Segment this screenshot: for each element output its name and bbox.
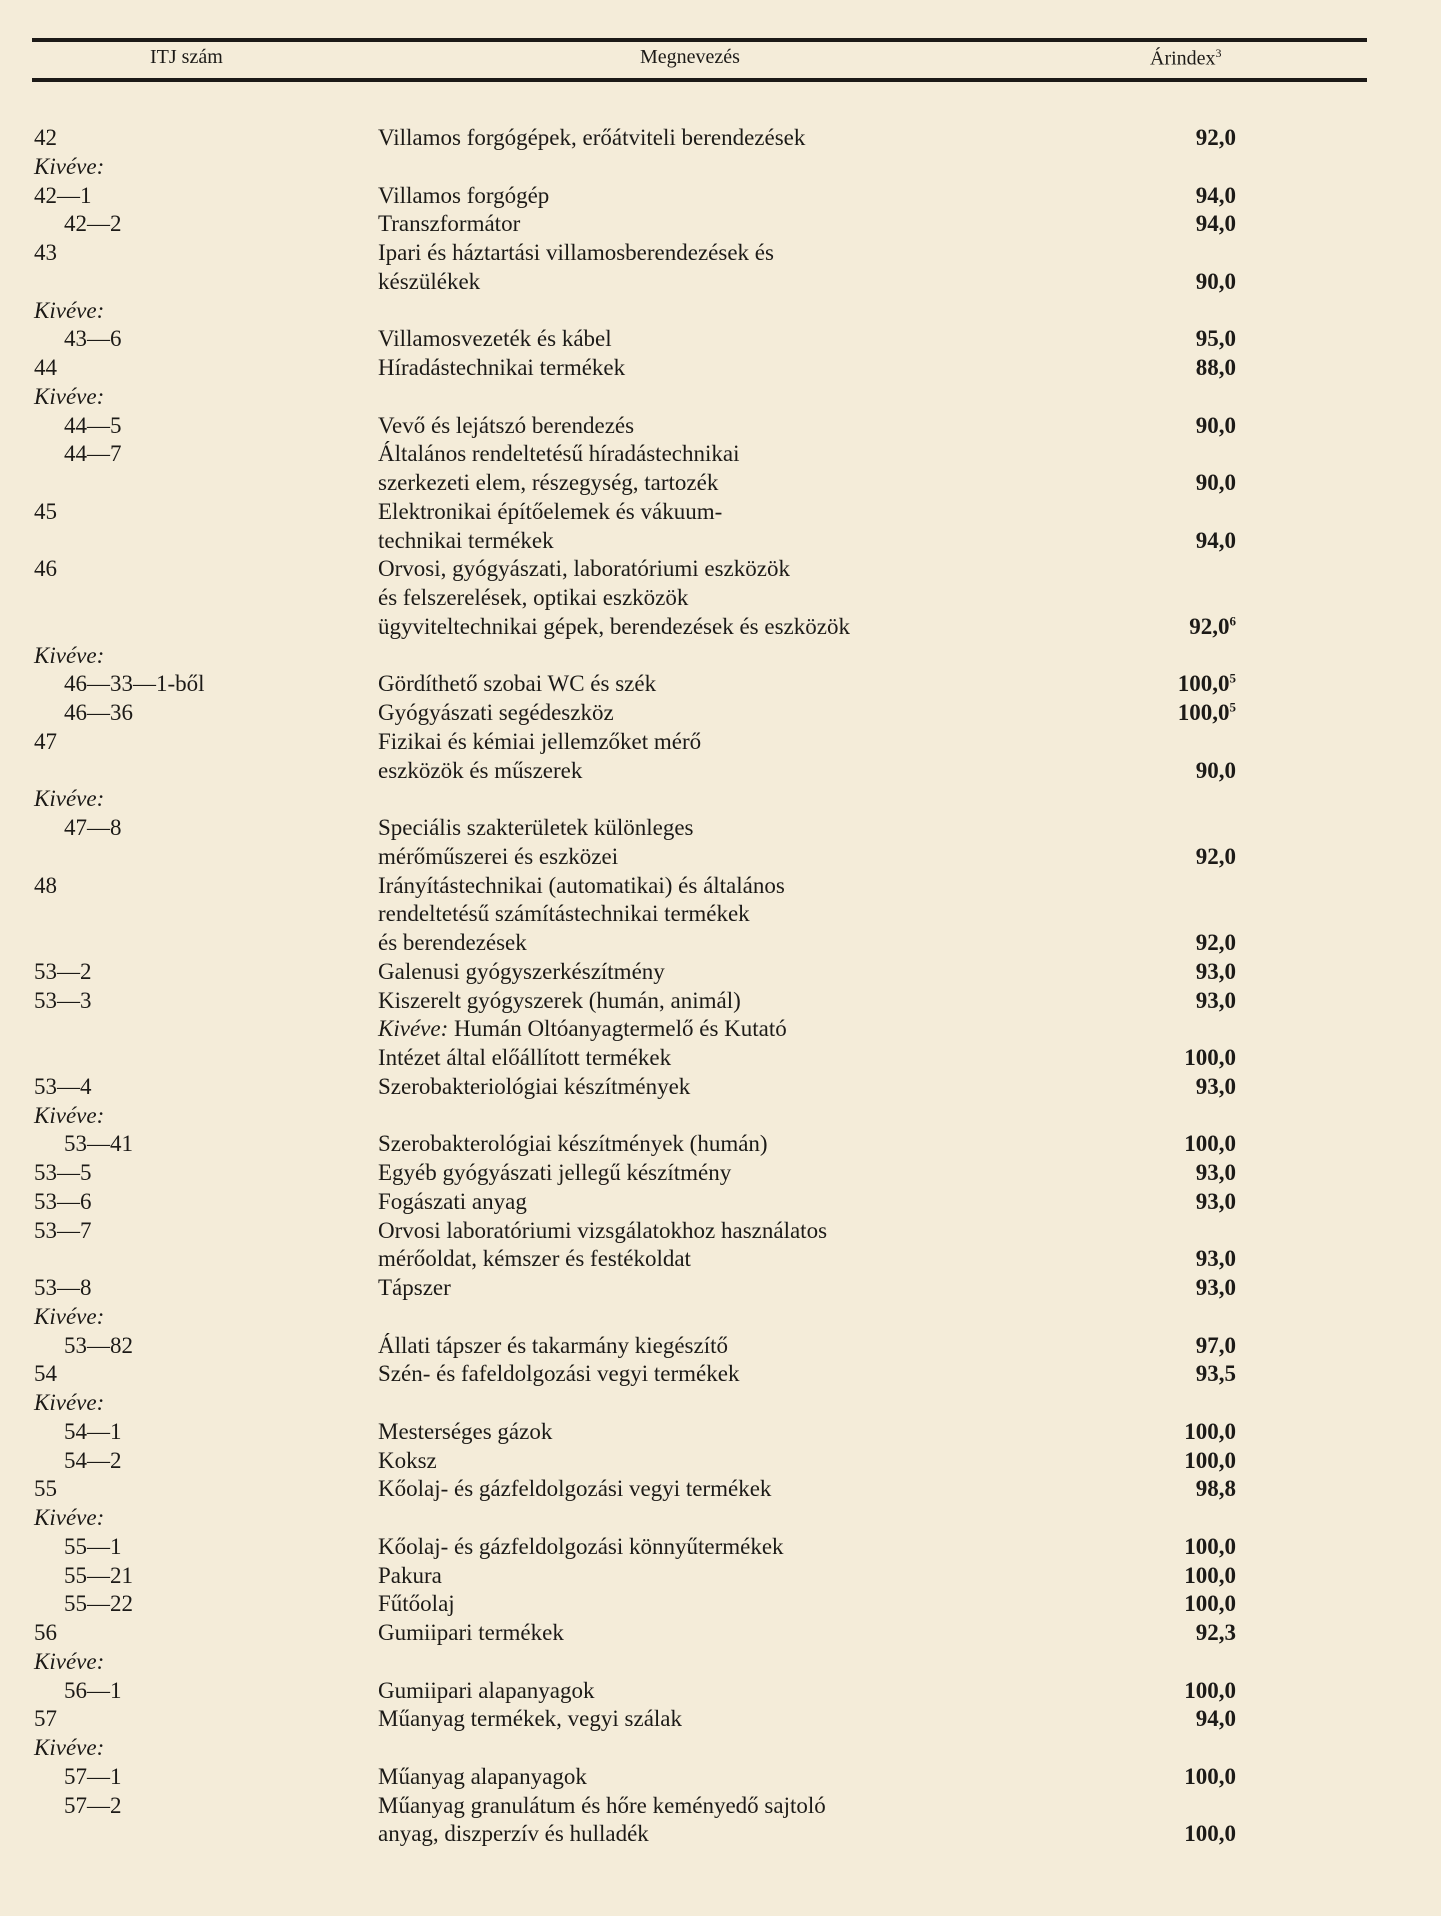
price-index-value [1196, 1475, 1236, 1504]
price-index-value [1184, 1590, 1236, 1619]
item-name-text: Szerobakteriológiai készítmények [378, 1073, 691, 1099]
item-name-text: Kőolaj- és gázfeldolgozási vegyi termékek [378, 1476, 772, 1502]
table-row [0, 1447, 1441, 1476]
item-name [378, 354, 625, 383]
table-row [0, 1360, 1441, 1389]
item-name [378, 584, 688, 613]
price-index-value [1196, 929, 1236, 958]
price-index-number: 100,0 [1184, 1821, 1236, 1847]
itj-code: 43—6 [64, 326, 122, 352]
except-label: Kivéve: [34, 297, 105, 323]
itj-code: 57 [34, 1706, 57, 1732]
itj-code: 53—2 [34, 958, 92, 984]
price-index-number: 100,0 [1177, 700, 1230, 725]
item-name [378, 412, 634, 441]
itj-code: 43 [34, 240, 57, 265]
footnote-marker: 5 [1229, 699, 1236, 715]
price-index-number: 90,0 [1195, 470, 1236, 495]
itj-code: 46—36 [64, 700, 133, 725]
item-name-text: Orvosi laboratóriumi vizsgálatokhoz használatos [378, 1217, 828, 1243]
table-row [0, 1475, 1441, 1504]
price-index-value [1184, 1447, 1236, 1476]
table-row [0, 527, 1441, 556]
price-index-number: 97,0 [1195, 1332, 1236, 1358]
table-row [0, 1188, 1441, 1217]
itj-code: 44—5 [64, 412, 122, 438]
except-label: Kivéve: [34, 383, 105, 409]
table-row [0, 1619, 1441, 1648]
item-name [378, 1590, 455, 1619]
itj-code: 55 [34, 1476, 57, 1502]
price-index-value [1178, 699, 1236, 728]
price-index-value [1189, 613, 1236, 642]
item-name [378, 1332, 728, 1361]
footnote-marker: 5 [1229, 670, 1236, 686]
table-row [0, 1705, 1441, 1734]
table-row [0, 843, 1441, 872]
itj-code: 55—21 [64, 1562, 133, 1588]
price-index-value [1196, 1245, 1236, 1274]
itj-code: 53—6 [34, 1188, 92, 1214]
price-index-number: 92,0 [1195, 930, 1236, 955]
table-row [0, 1159, 1441, 1188]
table-row [0, 124, 1441, 153]
item-name [378, 1274, 451, 1303]
table-row [0, 268, 1441, 297]
table-row [0, 354, 1441, 383]
item-name-text: Fűtőolaj [378, 1591, 455, 1617]
item-name-text: Villamos forgógép [378, 182, 550, 208]
item-name-text: anyag, diszperzív és hulladék [378, 1821, 649, 1847]
item-name [378, 1792, 826, 1821]
itj-code: 57—2 [64, 1792, 122, 1818]
table-row [0, 1590, 1441, 1619]
table-row [0, 728, 1441, 757]
item-name [378, 1130, 768, 1159]
item-name [378, 325, 612, 354]
itj-code: 46—33—1-ből [64, 671, 205, 697]
item-name [378, 1044, 671, 1073]
itj-code: 53—5 [34, 1160, 92, 1185]
table-row [0, 1734, 1441, 1763]
itj-code: 53—4 [34, 1073, 92, 1099]
price-index-number: 100,0 [1184, 1562, 1236, 1588]
itj-code: 54—2 [64, 1447, 122, 1473]
item-name [378, 1447, 437, 1476]
item-name [378, 670, 656, 699]
except-label: Kivéve: [34, 1648, 105, 1674]
table-row [0, 1562, 1441, 1591]
price-index-number: 94,0 [1195, 527, 1236, 553]
price-index-value [1184, 1763, 1236, 1792]
table-row [0, 757, 1441, 786]
price-index-number: 100,0 [1177, 671, 1230, 697]
item-name-text: Tápszer [378, 1275, 451, 1300]
table-row [0, 153, 1441, 182]
item-name [378, 1360, 739, 1389]
table-row [0, 670, 1441, 699]
item-name-text: Irányítástechnikai (automatikai) és általános [378, 872, 785, 898]
item-name [378, 843, 618, 872]
item-name [378, 872, 785, 901]
price-index-number: 95,0 [1195, 326, 1236, 352]
price-index-value [1196, 987, 1236, 1016]
item-name [378, 900, 750, 929]
item-name-text: Villamosvezeték és kábel [378, 326, 612, 352]
table-row [0, 1303, 1441, 1332]
table-row [0, 1245, 1441, 1274]
table-row [0, 987, 1441, 1016]
price-index-number: 92,0 [1189, 613, 1230, 639]
price-index-number: 100,0 [1184, 1131, 1236, 1157]
except-label: Kivéve: [34, 1303, 105, 1329]
item-name [378, 1245, 691, 1274]
table-row [0, 1044, 1441, 1073]
price-index-value [1184, 1130, 1236, 1159]
table-row [0, 1130, 1441, 1159]
price-index-number: 94,0 [1195, 211, 1236, 237]
price-index-number: 92,0 [1195, 125, 1236, 150]
table-row [0, 584, 1441, 613]
price-index-number: 93,0 [1195, 1160, 1236, 1185]
item-name-text: Egyéb gyógyászati jellegű készítmény [378, 1160, 732, 1185]
item-name-text: Állati tápszer és takarmány kiegészítő [378, 1332, 728, 1358]
except-label: Kivéve: [34, 786, 105, 812]
item-name [378, 1533, 784, 1562]
item-name-text: Mesterséges gázok [378, 1418, 553, 1444]
column-header-index-note: 3 [1215, 46, 1222, 60]
itj-code: 55—22 [64, 1591, 133, 1617]
price-index-value [1196, 1073, 1236, 1102]
item-name [378, 814, 694, 843]
item-name [378, 527, 554, 556]
item-name [378, 1073, 690, 1102]
item-name-text: és felszerelések, optikai eszközök [378, 585, 689, 610]
item-name [378, 958, 665, 987]
table-row [0, 814, 1441, 843]
itj-code: 47 [34, 728, 57, 754]
table-row [0, 1792, 1441, 1821]
price-index-value [1196, 1360, 1236, 1389]
item-name-text: ügyviteltechnikai gépek, berendezések és eszközök [378, 613, 850, 639]
itj-code: 42—1 [34, 182, 92, 208]
item-name-text: Vevő és lejátszó berendezés [378, 412, 635, 438]
table-row [0, 440, 1441, 469]
item-name [378, 1619, 564, 1648]
itj-code: 54—1 [64, 1418, 122, 1444]
table-row [0, 1418, 1441, 1447]
table-top-rule [32, 38, 1367, 42]
column-header-name: Megnevezés [640, 46, 740, 68]
price-index-number: 93,0 [1195, 1073, 1236, 1099]
item-name [378, 124, 805, 153]
itj-code: 53—41 [64, 1131, 133, 1157]
item-name [378, 1188, 527, 1217]
item-name [378, 210, 520, 239]
table-row [0, 1533, 1441, 1562]
price-index-number: 100,0 [1184, 1763, 1236, 1789]
item-name-text: Műanyag alapanyagok [378, 1763, 587, 1789]
price-index-number: 93,0 [1195, 1188, 1236, 1214]
item-name-text: rendeltetésű számítástechnikai termékek [378, 901, 750, 927]
table-row [0, 1389, 1441, 1418]
itj-code: 53—8 [34, 1275, 92, 1300]
except-label: Kivéve: [34, 153, 105, 179]
price-index-number: 90,0 [1195, 757, 1236, 783]
item-name-text: Műanyag termékek, vegyi szálak [378, 1706, 682, 1732]
column-header-index [1150, 46, 1222, 71]
table-row [0, 555, 1441, 584]
item-name [378, 1562, 442, 1591]
price-index-value [1196, 1332, 1236, 1361]
price-index-value [1196, 325, 1236, 354]
price-index-number: 93,0 [1195, 987, 1236, 1013]
price-index-number: 98,8 [1195, 1476, 1236, 1502]
price-index-value [1196, 1159, 1236, 1188]
price-index-number: 90,0 [1195, 268, 1236, 294]
item-name [378, 268, 480, 297]
price-index-number: 100,0 [1184, 1677, 1236, 1703]
item-name-text: Orvosi, gyógyászati, laboratóriumi eszközök [378, 556, 790, 582]
footnote-marker: 6 [1229, 613, 1236, 629]
price-index-value [1184, 1562, 1236, 1591]
price-index-value [1184, 1533, 1236, 1562]
price-index-value [1196, 268, 1236, 297]
price-index-number: 92,0 [1195, 843, 1236, 869]
item-name-text: Elektronikai építőelemek és vákuum- [378, 498, 723, 524]
table-row [0, 785, 1441, 814]
item-name-text: Műanyag granulátum és hőre keményedő sajtoló [378, 1792, 826, 1818]
price-index-number: 93,0 [1195, 1246, 1236, 1272]
table-row [0, 469, 1441, 498]
item-name [378, 613, 850, 642]
item-name-text: Galenusi gyógyszerkészítmény [378, 958, 665, 984]
table-row [0, 325, 1441, 354]
table-row [0, 958, 1441, 987]
price-index-value [1196, 182, 1236, 211]
itj-code: 45 [34, 498, 57, 524]
item-name-text: Transzformátor [378, 211, 521, 237]
item-name [378, 555, 790, 584]
table-row [0, 297, 1441, 326]
price-index-value [1196, 757, 1236, 786]
except-label: Kivéve: [378, 1016, 449, 1042]
table-row [0, 412, 1441, 441]
table-row [0, 613, 1441, 642]
price-index-value [1196, 1619, 1236, 1648]
price-index-number: 88,0 [1195, 355, 1236, 380]
price-index-number: 93,0 [1195, 1275, 1236, 1300]
table-row [0, 1504, 1441, 1533]
table-row [0, 1648, 1441, 1677]
table-row [0, 1820, 1441, 1849]
itj-code: 53—3 [34, 987, 92, 1013]
item-name [378, 728, 701, 757]
table-row [0, 1015, 1441, 1044]
except-label: Kivéve: [34, 1102, 105, 1128]
price-index-value [1196, 1188, 1236, 1217]
item-name [378, 182, 549, 211]
price-index-value [1184, 1820, 1236, 1849]
price-index-value [1196, 1705, 1236, 1734]
item-name [378, 987, 741, 1016]
item-name-text: Kőolaj- és gázfeldolgozási könnyűtermékek [378, 1533, 784, 1559]
table-row [0, 210, 1441, 239]
item-name [378, 1015, 787, 1044]
itj-code: 55—1 [64, 1533, 122, 1559]
item-name [378, 1217, 827, 1246]
price-index-value [1196, 354, 1236, 383]
item-name-text: Gyógyászati segédeszköz [378, 700, 614, 725]
item-name [378, 929, 527, 958]
itj-code: 56 [34, 1620, 57, 1645]
item-name-text: Híradástechnikai termékek [378, 355, 626, 380]
price-index-value [1196, 527, 1236, 556]
except-label: Kivéve: [34, 1505, 105, 1530]
price-index-value [1196, 210, 1236, 239]
itj-code: 48 [34, 872, 57, 898]
table-row [0, 872, 1441, 901]
itj-code: 56—1 [64, 1677, 122, 1703]
price-index-number: 93,0 [1195, 958, 1236, 984]
item-name [378, 498, 722, 527]
itj-code: 53—82 [64, 1332, 133, 1358]
item-name-text: és berendezések [378, 930, 527, 955]
item-name [378, 1677, 595, 1706]
item-name-text: Gumiipari alapanyagok [378, 1677, 595, 1703]
item-name-text: Szén- és fafeldolgozási vegyi termékek [378, 1361, 740, 1387]
price-index-number: 93,5 [1195, 1361, 1236, 1387]
except-label: Kivéve: [34, 642, 105, 668]
price-index-value [1184, 1677, 1236, 1706]
table-row [0, 1102, 1441, 1131]
item-name [378, 1763, 587, 1792]
itj-code: 44 [34, 355, 57, 380]
item-name [378, 757, 582, 786]
price-index-value [1196, 843, 1236, 872]
table-row [0, 383, 1441, 412]
item-name-text: mérőműszerei és eszközei [378, 843, 619, 869]
table-row [0, 182, 1441, 211]
price-index-value [1184, 1044, 1236, 1073]
column-header-code: ITJ szám [150, 46, 223, 68]
item-name-text: Gördíthető szobai WC és szék [378, 671, 657, 697]
except-label: Kivéve: [34, 1390, 105, 1415]
item-name [378, 1475, 771, 1504]
price-index-number: 94,0 [1195, 182, 1236, 208]
table-row [0, 699, 1441, 728]
item-name [378, 1159, 731, 1188]
item-name-text: Pakura [378, 1562, 442, 1588]
item-name-text: Fogászati anyag [378, 1188, 527, 1214]
table-row [0, 239, 1441, 268]
price-index-value [1196, 958, 1236, 987]
price-index-number: 90,0 [1195, 412, 1236, 438]
item-name-text: Fizikai és kémiai jellemzőket mérő [378, 728, 702, 754]
price-index-value [1196, 412, 1236, 441]
price-index-number: 100,0 [1184, 1591, 1236, 1617]
price-index-value [1184, 1418, 1236, 1447]
table-row [0, 1073, 1441, 1102]
price-index-number: 94,0 [1195, 1706, 1236, 1732]
item-name-text: Gumiipari termékek [378, 1620, 564, 1645]
item-name-text: Villamos forgógépek, erőátviteli berendezések [378, 125, 806, 150]
item-name-text: technikai termékek [378, 527, 554, 553]
item-name-text: Speciális szakterületek különleges [378, 815, 694, 840]
item-name [378, 1820, 649, 1849]
item-name [378, 440, 739, 469]
itj-code: 54 [34, 1361, 57, 1387]
item-name [378, 1705, 682, 1734]
table-row [0, 1677, 1441, 1706]
table-row [0, 1332, 1441, 1361]
itj-code: 53—7 [34, 1217, 92, 1243]
item-name-text: szerkezeti elem, részegység, tartozék [378, 470, 719, 495]
item-name-text: Szerobakterológiai készítmények (humán) [378, 1131, 768, 1157]
item-name-text: Koksz [378, 1447, 437, 1473]
item-name-text: Intézet által előállított termékek [378, 1045, 672, 1070]
item-name [378, 469, 718, 498]
item-name-text: eszközök és műszerek [378, 757, 583, 783]
price-index-number: 100,0 [1184, 1447, 1236, 1473]
table-row [0, 642, 1441, 671]
item-name-text: Humán Oltóanyagtermelő és Kutató [453, 1016, 787, 1042]
item-name-text: mérőoldat, kémszer és festékoldat [378, 1246, 691, 1272]
item-name [378, 239, 774, 268]
price-index-value [1178, 670, 1236, 699]
except-label: Kivéve: [34, 1735, 105, 1760]
table-row [0, 498, 1441, 527]
price-index-number: 100,0 [1184, 1533, 1236, 1559]
table-row [0, 1217, 1441, 1246]
itj-code: 42—2 [64, 211, 122, 237]
table-row [0, 1274, 1441, 1303]
price-index-value [1196, 469, 1236, 498]
table-row [0, 929, 1441, 958]
itj-code: 47—8 [64, 815, 122, 840]
item-name-text: készülékek [378, 268, 481, 294]
table-row [0, 900, 1441, 929]
price-index-value [1196, 124, 1236, 153]
price-index-number: 100,0 [1184, 1418, 1236, 1444]
item-name-text: Kiszerelt gyógyszerek (humán, animál) [378, 987, 741, 1013]
table-row [0, 1763, 1441, 1792]
itj-code: 46 [34, 556, 57, 582]
item-name [378, 1418, 552, 1447]
itj-code: 57—1 [64, 1763, 122, 1789]
item-name-text: Általános rendeltetésű híradástechnikai [378, 441, 740, 467]
price-index-number: 92,3 [1195, 1620, 1236, 1645]
item-name [378, 699, 614, 728]
itj-code: 42 [34, 125, 57, 150]
price-index-value [1196, 1274, 1236, 1303]
price-index-table [0, 124, 1441, 1849]
price-index-number: 100,0 [1184, 1045, 1236, 1070]
column-header-index-label: Árindex [1150, 47, 1216, 70]
table-header-rule [32, 78, 1367, 82]
item-name-text: Ipari és háztartási villamosberendezések és [378, 240, 774, 265]
itj-code: 44—7 [64, 441, 122, 467]
